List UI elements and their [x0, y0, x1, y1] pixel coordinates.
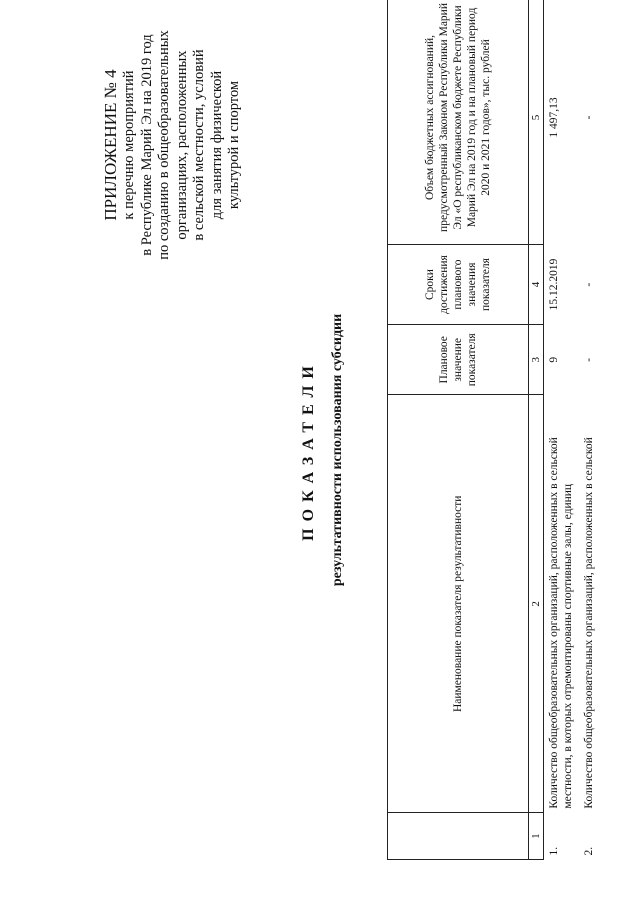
indicators-table: [387, 0, 600, 860]
appendix-block: [100, 20, 244, 270]
column-number: 2: [529, 395, 544, 813]
appendix-line: по созданию в общеобразовательных: [156, 30, 172, 260]
column-number: 1: [529, 813, 544, 860]
header-deadline: Сроки достижения планового значения показателя: [388, 244, 529, 324]
table-row: [544, 0, 580, 860]
row-name: Количество общеобразовательных организаций, расположенных в сельской местности, в которых отремонтированы спортивные залы, единиц: [548, 437, 574, 809]
appendix-line: в Республике Марий Эл на 2019 год: [138, 34, 155, 256]
header-planned-value: Плановое значение показателя: [388, 325, 529, 395]
row-amount: 1 497,13: [548, 97, 560, 138]
appendix-line: культурой и спортом: [226, 80, 242, 210]
row-index: 2.: [583, 846, 595, 856]
row-amount: -: [583, 115, 595, 120]
header-name: Наименование показателя результативности: [388, 395, 529, 813]
document-title: [300, 250, 346, 650]
appendix-line: для занятия физической: [208, 70, 225, 220]
appendix-line: организациях, расположенных: [173, 50, 190, 240]
header-budget: Объем бюджетных ассигнований, предусмотренный Законом Республики Марий Эл «О республиканском бюджете Республики Марий Эл на 2019 год и на плановый период 2020 и 2021 годов», тыс. рублей: [388, 0, 529, 244]
row-deadline: -: [583, 282, 595, 287]
title-sub: результативности использования субсидии: [330, 313, 345, 587]
row-deadline: 15.12.2019: [548, 258, 560, 311]
table-header-row: [388, 0, 529, 860]
row-index: 1.: [548, 846, 560, 856]
title-main: ПОКАЗАТЕЛИ: [300, 359, 317, 541]
appendix-heading: ПРИЛОЖЕНИЕ № 4: [101, 69, 120, 221]
row-value: 9: [548, 356, 560, 363]
appendix-line: в сельской местности, условий: [191, 49, 207, 241]
header-index: [388, 813, 529, 860]
row-name: Количество общеобразовательных организаций, расположенных в сельской: [583, 437, 595, 809]
row-value: -: [583, 357, 595, 362]
appendix-line: к перечню мероприятий: [121, 70, 137, 220]
column-number: 4: [529, 244, 544, 324]
column-number: 5: [529, 0, 544, 244]
column-number-row: [529, 0, 544, 860]
column-number: 3: [529, 325, 544, 395]
table-row: [579, 0, 600, 860]
